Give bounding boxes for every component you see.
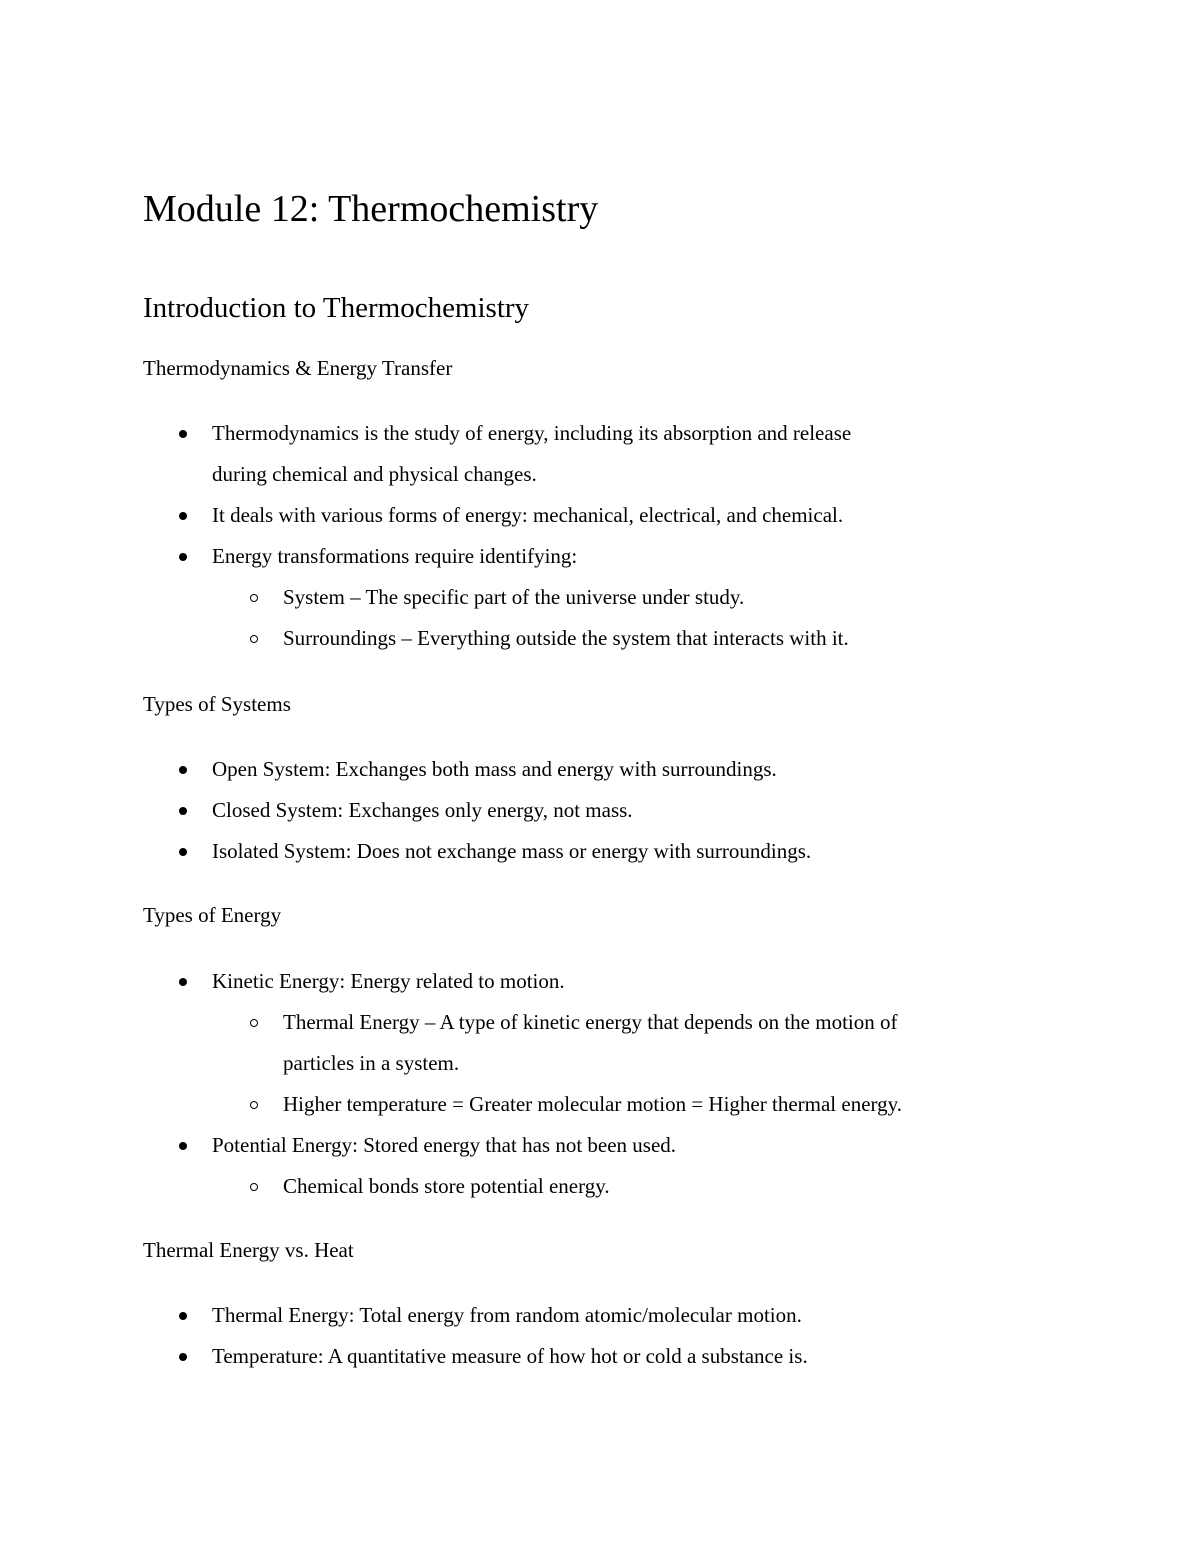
list-item: Isolated System: Does not exchange mass or energy with surroundings.: [212, 839, 812, 863]
subsection-heading: Types of Energy: [143, 903, 282, 927]
bullet-icon: [179, 512, 187, 520]
list-item: It deals with various forms of energy: mechanical, electrical, and chemical.: [212, 503, 844, 527]
subsection-heading: Thermodynamics & Energy Transfer: [143, 356, 453, 380]
bullet-icon: [179, 1353, 187, 1361]
bullet-icon: [179, 1142, 187, 1150]
list-item: Closed System: Exchanges only energy, not mass.: [212, 798, 633, 822]
list-item: Kinetic Energy: Energy related to motion.: [212, 969, 565, 993]
bullet-icon: [179, 553, 187, 561]
subsection-heading: Types of Systems: [143, 692, 291, 716]
bullet-icon: [179, 1312, 187, 1320]
sub-list-item: Surroundings – Everything outside the system that interacts with it.: [283, 626, 849, 650]
list-item: Temperature: A quantitative measure of how hot or cold a substance is.: [212, 1344, 808, 1368]
sub-list-item: Higher temperature = Greater molecular motion = Higher thermal energy.: [283, 1092, 903, 1116]
circle-bullet-icon: [250, 1101, 258, 1109]
list-item-continuation: during chemical and physical changes.: [212, 462, 537, 486]
sub-list-item: System – The specific part of the universe under study.: [283, 585, 745, 609]
list-item: Potential Energy: Stored energy that has not been used.: [212, 1133, 677, 1157]
list-item: Open System: Exchanges both mass and energy with surroundings.: [212, 757, 777, 781]
sub-list-item: Thermal Energy – A type of kinetic energy that depends on the motion of: [283, 1010, 898, 1034]
bullet-icon: [179, 766, 187, 774]
subsection-heading: Thermal Energy vs. Heat: [143, 1238, 354, 1262]
sub-list-item: Chemical bonds store potential energy.: [283, 1174, 610, 1198]
sub-list-item-continuation: particles in a system.: [283, 1051, 460, 1075]
circle-bullet-icon: [250, 1019, 258, 1027]
bullet-icon: [179, 848, 187, 856]
list-item: Thermal Energy: Total energy from random atomic/molecular motion.: [212, 1303, 802, 1327]
bullet-icon: [179, 807, 187, 815]
section-heading: Introduction to Thermochemistry: [143, 292, 530, 324]
bullet-icon: [179, 978, 187, 986]
bullet-icon: [179, 430, 187, 438]
list-item: Energy transformations require identifying:: [212, 544, 578, 568]
circle-bullet-icon: [250, 594, 258, 602]
circle-bullet-icon: [250, 1183, 258, 1191]
circle-bullet-icon: [250, 635, 258, 643]
page-title: Module 12: Thermochemistry: [143, 188, 599, 230]
list-item: Thermodynamics is the study of energy, including its absorption and release: [212, 421, 852, 445]
